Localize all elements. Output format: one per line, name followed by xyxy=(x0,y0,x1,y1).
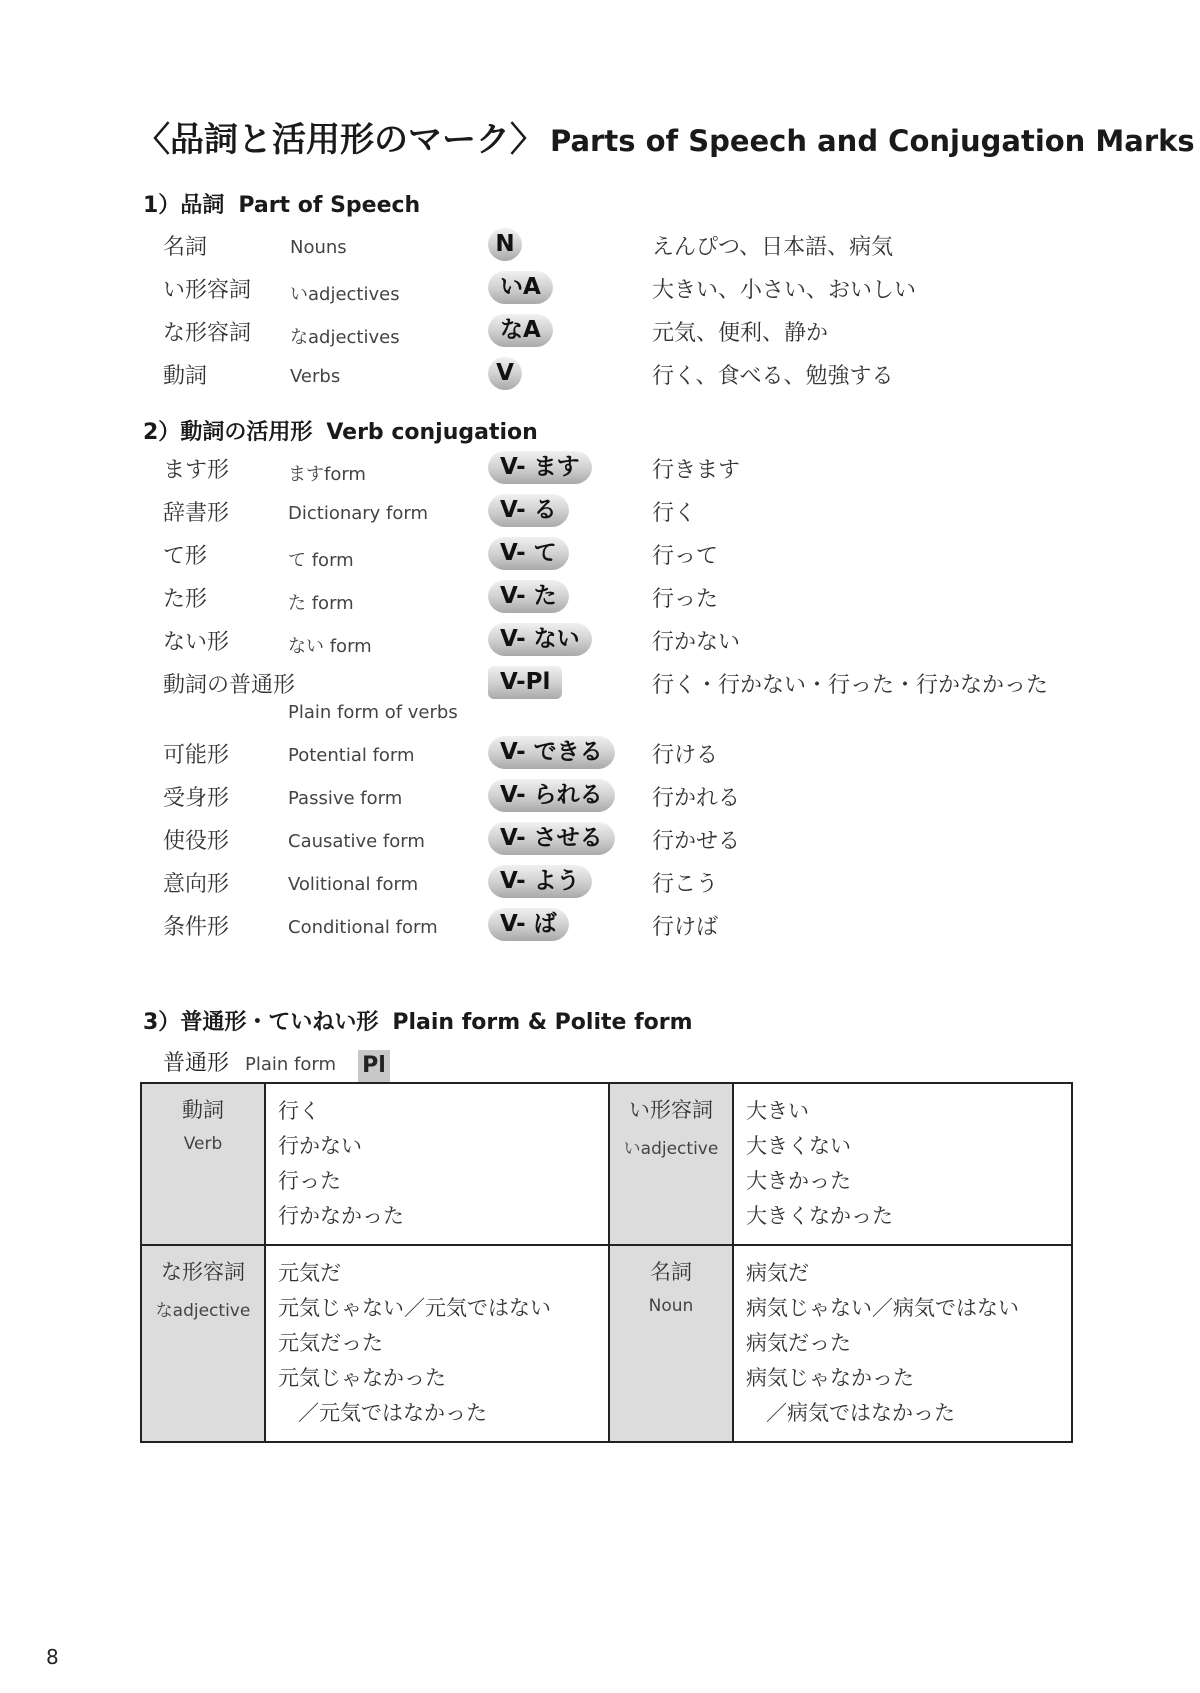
section-3-heading-en: Plain form & Polite form xyxy=(392,1010,693,1035)
conj-badge: V-Pl xyxy=(488,665,562,699)
page-title-jp: 〈品詞と活用形のマーク〉 xyxy=(136,120,544,160)
i-adj-forms-cell xyxy=(733,1083,1072,1245)
form-line: 元気じゃなかった xyxy=(278,1366,446,1390)
pos-badge: N xyxy=(488,227,522,261)
conj-examples: 行けば xyxy=(652,915,719,940)
plain-form-label-en: Plain form xyxy=(245,1054,336,1075)
verb-label-cell xyxy=(141,1083,265,1245)
conj-jp: て形 xyxy=(163,544,208,569)
conj-examples: 行った xyxy=(652,587,719,612)
conj-en: て form xyxy=(288,550,354,571)
pos-jp: い形容詞 xyxy=(163,278,252,303)
pos-jp: 動詞 xyxy=(163,364,208,389)
pos-jp: な形容詞 xyxy=(163,321,252,346)
form-line: 行かなかった xyxy=(278,1204,404,1228)
noun-label-cell xyxy=(609,1245,733,1442)
conj-row xyxy=(0,582,1200,622)
form-line: 病気だった xyxy=(746,1331,851,1355)
i-adj-label-en: いadjective xyxy=(623,1139,719,1159)
table-row xyxy=(141,1083,1072,1245)
conj-en: ない form xyxy=(288,636,372,657)
section-1-heading-en: Part of Speech xyxy=(238,193,421,218)
pos-jp: 名詞 xyxy=(163,235,208,260)
conj-row xyxy=(0,453,1200,493)
verb-label-jp: 動詞 xyxy=(182,1098,224,1122)
conj-jp: 受身形 xyxy=(163,786,230,811)
form-line: ／病気ではなかった xyxy=(766,1401,955,1425)
section-1-heading xyxy=(143,188,420,219)
conj-en: Volitional form xyxy=(288,874,419,895)
pos-en: いadjectives xyxy=(290,284,400,305)
conj-badge: V- ます xyxy=(488,450,592,484)
section-2-number: 2） xyxy=(143,420,181,445)
page-title xyxy=(136,112,1195,161)
conj-row xyxy=(0,824,1200,864)
pos-row xyxy=(0,316,1200,356)
conj-en: Potential form xyxy=(288,745,415,766)
form-line: 病気じゃない／病気ではない xyxy=(746,1296,1019,1320)
na-adj-label-cell xyxy=(141,1245,265,1442)
verb-forms-cell xyxy=(265,1083,609,1245)
pos-badge: V xyxy=(488,356,522,390)
conj-examples: 行かれる xyxy=(652,786,741,811)
section-2-heading xyxy=(143,415,538,446)
section-3-heading xyxy=(143,1005,693,1036)
conj-row xyxy=(0,625,1200,665)
conj-row xyxy=(0,496,1200,536)
form-line: 元気じゃない／元気ではない xyxy=(278,1296,551,1320)
conj-row xyxy=(0,867,1200,907)
conj-en: Conditional form xyxy=(288,917,438,938)
form-line: 元気だ xyxy=(278,1261,341,1285)
conj-jp: 使役形 xyxy=(163,829,230,854)
pos-row xyxy=(0,273,1200,313)
noun-label-jp: 名詞 xyxy=(650,1260,692,1284)
conj-row xyxy=(0,910,1200,950)
conj-badge: V- て xyxy=(488,536,569,570)
section-3-heading-jp: 普通形・ていねい形 xyxy=(180,1010,379,1035)
pos-en: なadjectives xyxy=(290,327,400,348)
conj-row xyxy=(0,781,1200,821)
na-adj-label-en: なadjective xyxy=(155,1301,251,1321)
conj-en: Dictionary form xyxy=(288,503,429,524)
conj-row xyxy=(0,668,1200,728)
section-1-heading-jp: 品詞 xyxy=(180,193,225,218)
page-number: 8 xyxy=(46,1645,59,1669)
pos-examples: 大きい、小さい、おいしい xyxy=(652,278,917,303)
plain-form-table xyxy=(140,1082,1073,1443)
conj-jp: ます形 xyxy=(163,458,230,483)
conj-jp: ない形 xyxy=(163,630,230,655)
conj-jp: 条件形 xyxy=(163,915,230,940)
conj-badge: V- た xyxy=(488,579,569,613)
conj-examples: 行ける xyxy=(652,743,719,768)
conj-en: ますform xyxy=(288,464,366,485)
pos-en: Verbs xyxy=(290,366,341,387)
conj-badge: V- ない xyxy=(488,622,592,656)
pos-row xyxy=(0,230,1200,270)
form-line: 病気だ xyxy=(746,1261,809,1285)
na-adj-label-jp: な形容詞 xyxy=(161,1260,245,1284)
conj-row xyxy=(0,738,1200,778)
pos-examples: 行く、食べる、勉強する xyxy=(652,364,894,389)
section-1-number: 1） xyxy=(143,193,181,218)
plain-form-badge: Pl xyxy=(358,1050,390,1082)
pos-examples: えんぴつ、日本語、病気 xyxy=(652,235,894,260)
conj-badge: V- できる xyxy=(488,735,615,769)
conj-en: た form xyxy=(288,593,354,614)
pos-en: Nouns xyxy=(290,237,347,258)
form-line: 大きくない xyxy=(746,1134,851,1158)
conj-examples: 行って xyxy=(652,544,719,569)
page-title-en: Parts of Speech and Conjugation Marks xyxy=(550,124,1195,158)
conj-examples: 行く・行かない・行った・行かなかった xyxy=(652,673,1049,698)
form-line: 元気だった xyxy=(278,1331,383,1355)
conj-examples: 行こう xyxy=(652,872,719,897)
conj-jp: た形 xyxy=(163,587,208,612)
conj-jp: 意向形 xyxy=(163,872,230,897)
form-line: 大きい xyxy=(746,1099,809,1123)
noun-forms-cell xyxy=(733,1245,1072,1442)
conj-jp: 辞書形 xyxy=(163,501,230,526)
conj-jp: 可能形 xyxy=(163,743,230,768)
section-2-heading-jp: 動詞の活用形 xyxy=(180,420,313,445)
form-line: 大きかった xyxy=(746,1169,851,1193)
i-adj-label-jp: い形容詞 xyxy=(629,1098,713,1122)
conj-examples: 行かない xyxy=(652,630,741,655)
pos-examples: 元気、便利、静か xyxy=(652,321,829,346)
pos-badge: いA xyxy=(488,270,553,304)
form-line: 行く xyxy=(278,1099,320,1123)
na-adj-forms-cell xyxy=(265,1245,609,1442)
plain-form-label-jp: 普通形 xyxy=(163,1051,230,1076)
conj-examples: 行く xyxy=(652,501,697,526)
form-line: 大きくなかった xyxy=(746,1204,893,1228)
conj-en: Passive form xyxy=(288,788,403,809)
conj-en: Plain form of verbs xyxy=(288,702,458,723)
conj-en: Causative form xyxy=(288,831,425,852)
table-row xyxy=(141,1245,1072,1442)
section-3-number: 3） xyxy=(143,1010,181,1035)
conj-jp: 動詞の普通形 xyxy=(163,673,296,698)
verb-label-en: Verb xyxy=(183,1134,223,1154)
section-2-heading-en: Verb conjugation xyxy=(326,420,538,445)
conj-badge: V- る xyxy=(488,493,569,527)
plain-form-label xyxy=(163,1046,336,1077)
conj-row xyxy=(0,539,1200,579)
conj-badge: V- させる xyxy=(488,821,615,855)
form-line: 病気じゃなかった xyxy=(746,1366,914,1390)
form-line: 行かない xyxy=(278,1134,362,1158)
noun-label-en: Noun xyxy=(648,1296,694,1316)
conj-badge: V- よう xyxy=(488,864,592,898)
form-line: ／元気ではなかった xyxy=(298,1401,487,1425)
conj-badge: V- ば xyxy=(488,907,569,941)
form-line: 行った xyxy=(278,1169,341,1193)
conj-examples: 行かせる xyxy=(652,829,741,854)
conj-badge: V- られる xyxy=(488,778,615,812)
pos-row xyxy=(0,359,1200,399)
pos-badge: なA xyxy=(488,313,553,347)
i-adj-label-cell xyxy=(609,1083,733,1245)
conj-examples: 行きます xyxy=(652,458,741,483)
